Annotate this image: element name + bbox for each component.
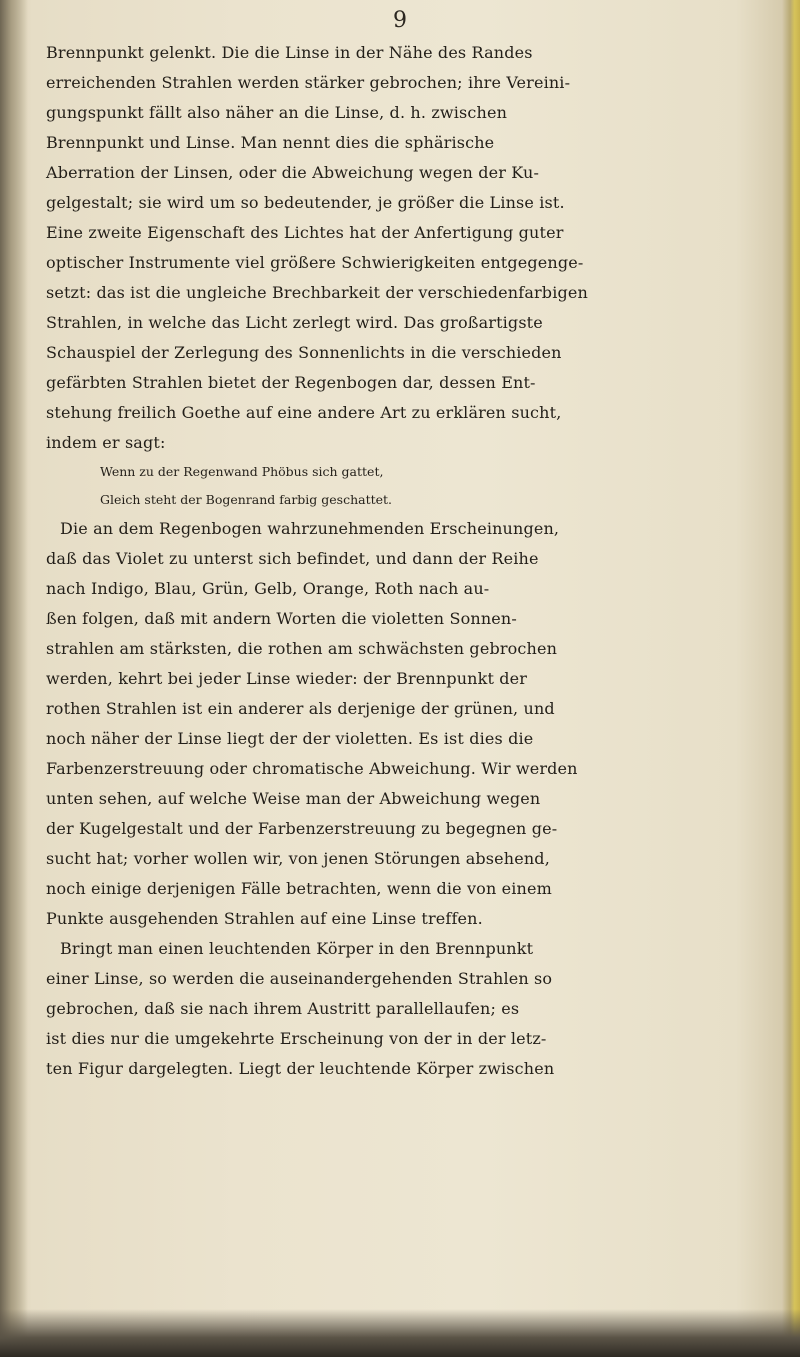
verse-line: Wenn zu der Regenwand Phöbus sich gattet, bbox=[100, 464, 384, 479]
page-number: 9 bbox=[393, 8, 407, 33]
text-line: setzt: das ist die ungleiche Brechbarkeit der verschiedenfarbigen bbox=[46, 283, 588, 302]
text-line: optischer Instrumente viel größere Schwierigkeiten entgegenge- bbox=[46, 253, 584, 272]
text-line: Strahlen, in welche das Licht zerlegt wird. Das großartigste bbox=[46, 313, 543, 332]
text-line: noch näher der Linse liegt der der violetten. Es ist dies die bbox=[46, 729, 534, 748]
text-line: rothen Strahlen ist ein anderer als derjenige der grünen, und bbox=[46, 699, 555, 718]
text-line: gefärbten Strahlen bietet der Regenbogen dar, dessen Ent- bbox=[46, 373, 536, 392]
verse-line: Gleich steht der Bogenrand farbig geschattet. bbox=[100, 492, 393, 507]
text-line: ten Figur dargelegten. Liegt der leuchtende Körper zwischen bbox=[46, 1059, 555, 1078]
text-line: Punkte ausgehenden Strahlen auf eine Linse treffen. bbox=[46, 909, 483, 928]
text-line: unten sehen, auf welche Weise man der Abweichung wegen bbox=[46, 789, 541, 808]
text-line: nach Indigo, Blau, Grün, Gelb, Orange, Roth nach au- bbox=[46, 579, 490, 598]
page-edge bbox=[782, 0, 800, 1357]
bottom-shadow bbox=[0, 1309, 800, 1357]
text-line: Eine zweite Eigenschaft des Lichtes hat der Anfertigung guter bbox=[46, 223, 564, 242]
text-line: gelgestalt; sie wird um so bedeutender, je größer die Linse ist. bbox=[46, 193, 565, 212]
text-line: Schauspiel der Zerlegung des Sonnenlichts in die verschieden bbox=[46, 343, 562, 362]
text-line: Bringt man einen leuchtenden Körper in den Brennpunkt bbox=[60, 939, 534, 958]
text-line: Die an dem Regenbogen wahrzunehmenden Erscheinungen, bbox=[60, 519, 560, 538]
text-line: einer Linse, so werden die auseinandergehenden Strahlen so bbox=[46, 969, 553, 988]
body-text bbox=[46, 38, 776, 1084]
text-line: gebrochen, daß sie nach ihrem Austritt parallellaufen; es bbox=[46, 999, 520, 1018]
text-line: Aberration der Linsen, oder die Abweichung wegen der Ku- bbox=[46, 163, 540, 182]
text-line: Brennpunkt und Linse. Man nennt dies die sphärische bbox=[46, 133, 495, 152]
text-line: werden, kehrt bei jeder Linse wieder: der Brennpunkt der bbox=[46, 669, 528, 688]
text-line: ßen folgen, daß mit andern Worten die violetten Sonnen- bbox=[46, 609, 517, 628]
binding-shadow bbox=[0, 0, 28, 1357]
text-line: strahlen am stärksten, die rothen am schwächsten gebrochen bbox=[46, 639, 558, 658]
text-line: ist dies nur die umgekehrte Erscheinung von der in der letz- bbox=[46, 1029, 547, 1048]
text-line: Farbenzerstreuung oder chromatische Abweichung. Wir werden bbox=[46, 759, 578, 778]
text-line: daß das Violet zu unterst sich befindet, und dann der Reihe bbox=[46, 549, 539, 568]
text-line: indem er sagt: bbox=[46, 433, 166, 452]
text-line: stehung freilich Goethe auf eine andere Art zu erklären sucht, bbox=[46, 403, 562, 422]
text-line: Brennpunkt gelenkt. Die die Linse in der Nähe des Randes bbox=[46, 43, 533, 62]
text-line: sucht hat; vorher wollen wir, von jenen Störungen absehend, bbox=[46, 849, 550, 868]
text-line: noch einige derjenigen Fälle betrachten, wenn die von einem bbox=[46, 879, 552, 898]
text-line: der Kugelgestalt und der Farbenzerstreuung zu begegnen ge- bbox=[46, 819, 558, 838]
text-line: erreichenden Strahlen werden stärker gebrochen; ihre Vereini- bbox=[46, 73, 571, 92]
text-line: gungspunkt fällt also näher an die Linse, d. h. zwischen bbox=[46, 103, 508, 122]
